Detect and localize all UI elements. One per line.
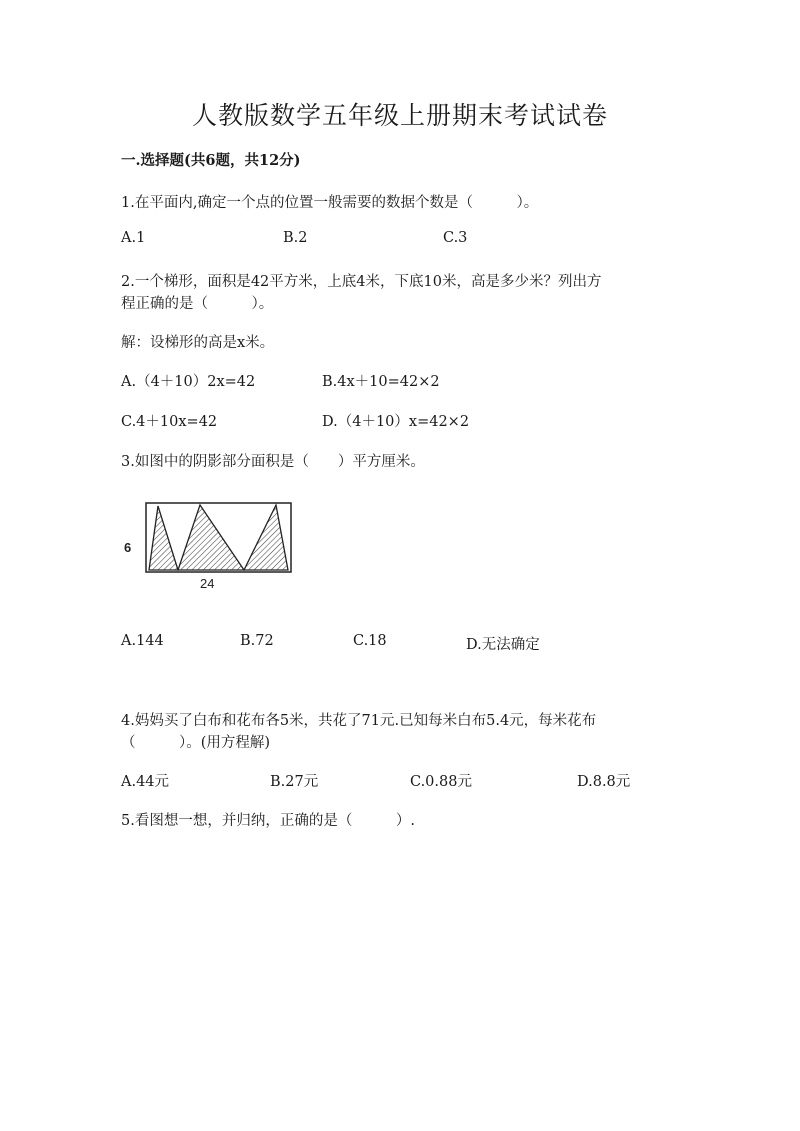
question-1-stem: 1.在平面内,确定一个点的位置一般需要的数据个数是（ ）。 <box>121 195 539 211</box>
question-5-stem: 5.看图想一想，并归纳，正确的是（ ）. <box>121 813 415 829</box>
shaded-triangle-1 <box>149 506 178 570</box>
question-2-stem-line-1: 2.一个梯形，面积是42平方米，上底4米，下底10米，高是多少米？列出方 <box>121 274 602 290</box>
question-2-option-a: A.（4＋10）2x=42 <box>121 374 256 390</box>
section-heading: 一.选择题(共6题，共12分) <box>121 152 301 169</box>
question-1-option-a: A.1 <box>121 230 146 246</box>
question-4-option-b: B.27元 <box>270 774 319 790</box>
question-1-option-b: B.2 <box>283 230 308 246</box>
question-3-option-d: D.无法确定 <box>466 637 540 653</box>
height-label: 6 <box>124 540 132 555</box>
question-4-stem-line-2: （ ）。(用方程解) <box>121 735 271 751</box>
question-2-stem-line-2: 程正确的是（ ）。 <box>121 296 274 312</box>
question-2-option-c: C.4＋10x=42 <box>121 414 218 430</box>
question-3-stem: 3.如图中的阴影部分面积是（ ）平方厘米。 <box>121 454 425 470</box>
question-4-stem-line-1: 4.妈妈买了白布和花布各5米，共花了71元.已知每米白布5.4元，每米花布 <box>121 713 597 729</box>
question-3-option-a: A.144 <box>121 633 164 649</box>
shaded-area-figure <box>120 500 320 599</box>
width-label: 24 <box>200 576 215 591</box>
rectangle-triangles-diagram <box>120 500 320 595</box>
question-4-option-c: C.0.88元 <box>410 774 472 790</box>
shaded-triangle-2 <box>178 505 244 570</box>
page-title: 人教版数学五年级上册期末考试试卷 <box>191 101 608 130</box>
question-3-option-c: C.18 <box>353 633 387 649</box>
question-4-option-d: D.8.8元 <box>577 774 631 790</box>
question-1-option-c: C.3 <box>443 230 468 246</box>
question-3-option-b: B.72 <box>240 633 274 649</box>
question-2-solution: 解：设梯形的高是x米。 <box>121 335 275 351</box>
shaded-triangle-3 <box>244 505 288 570</box>
question-2-option-d: D.（4＋10）x=42×2 <box>322 414 470 430</box>
question-4-option-a: A.44元 <box>121 774 170 790</box>
question-2-option-b: B.4x＋10=42×2 <box>322 374 440 390</box>
